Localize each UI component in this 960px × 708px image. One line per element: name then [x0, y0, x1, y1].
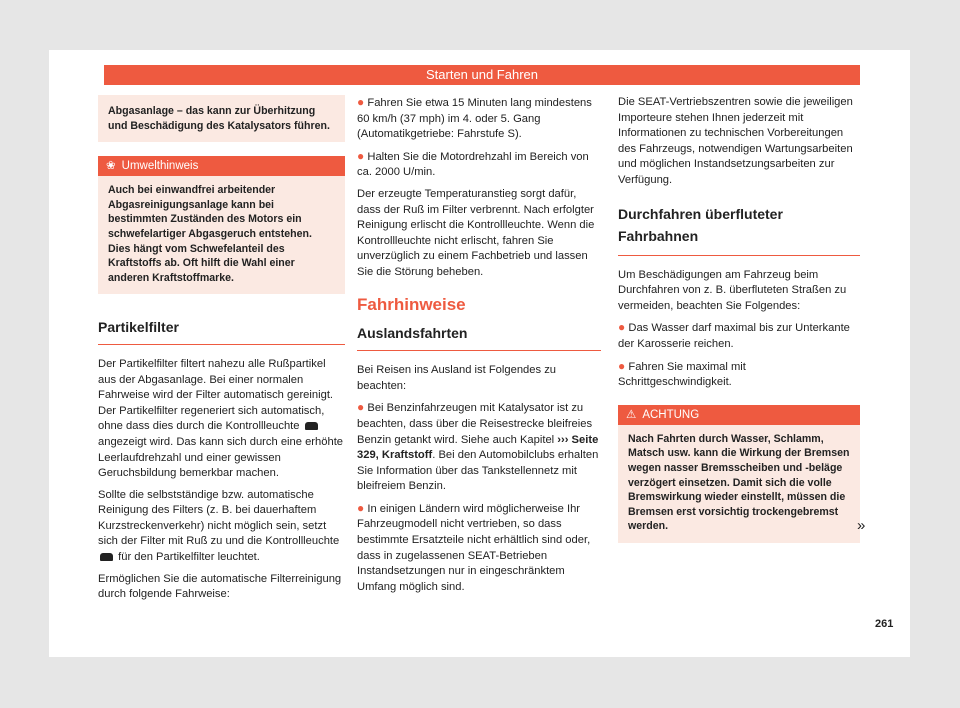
- notice-box: Abgasanlage – das kann zur Überhitzung und Beschädigung des Katalysators führen.: [98, 95, 345, 142]
- major-heading: Fahrhinweise: [357, 294, 466, 314]
- bullet-item: ● Halten Sie die Motordrehzahl im Bereich von ca. 2000 U/min.: [357, 148, 589, 179]
- leaf-icon: ❀: [106, 160, 116, 173]
- paragraph: Die SEAT-Vertriebszentren sowie die jeweiligen Importeure stehen Ihnen jederzeit mit Informationen zu technischen Vorbereitungen des Fahrzeugs, notwendigen Wartungsarbeiten und möglichen Instandsetzungsarbeiten zur Verfügung.: [618, 96, 853, 186]
- bullet-item: ● Fahren Sie etwa 15 Minuten lang mindestens 60 km/h (37 mph) im 4. oder 5. Gang (Automatikgetriebe: Fahrstufe S).: [357, 95, 592, 141]
- page-number: 261: [875, 618, 894, 630]
- paragraph: Bei Reisen ins Ausland ist Folgendes zu beachten:: [357, 364, 557, 392]
- environment-note-body: Auch bei einwandfrei arbeitender Abgasreinigungsanlage kann bei bestimmten Zuständen des Motors ein schwefelartiger Abgasgeruch entstehen. Dies hängt vom Schwefelanteil des Kraftstoffs ab. Oft hilft die Wahl einer anderen Kraftstoffmarke.: [98, 176, 345, 294]
- column-right: [618, 95, 860, 543]
- warning-box-body: Nach Fahrten durch Wasser, Schlamm, Matsch usw. kann die Wirkung der Bremsen wegen nasser Bremsscheiben und -beläge verzögert einsetzen. Damit sich die volle Bremswirkung wieder einstellt, müssen die Bremsen erst vorsichtig trockengebremst werden.: [618, 425, 860, 543]
- environment-note-header: [98, 156, 345, 176]
- section-title: Partikelfilter: [98, 320, 345, 345]
- warning-box: [618, 405, 860, 543]
- continued-icon: »: [857, 517, 866, 534]
- paragraph: Um Beschädigungen am Fahrzeug beim Durchfahren von z. B. überfluteten Straßen zu vermeiden, beachten Sie Folgendes:: [618, 268, 847, 312]
- bullet-item: ● In einigen Ländern wird möglicherweise Ihr Fahrzeugmodell nicht vertrieben, so dass bestimmte Ersatzteile nicht erhältlich sind oder, dass in zugelassenen SEAT-Betrieben Instandsetzungen nur in eingeschränktem Umfang möglich sind.: [357, 500, 591, 593]
- warning-box-header: [618, 405, 860, 425]
- paragraph: Der Partikelfilter filtert nahezu alle Rußpartikel aus der Abgasanlage. Bei einer normalen Fahrweise wird der Filter automatisch gereinigt. Der Partikelfilter regeneriert sich automatisch, ohne dass dies durch die Kontrollleuchte angezeigt wird. Das kann sich durch eine erhöhte Leerlaufdrehzahl und einer gewissen Geruchsbildung bemerkbar machen.: [98, 357, 344, 480]
- bullet-item: ● Bei Benzinfahrzeugen mit Katalysator ist zu beachten, dass über die Reisestrecke bleifreies Benzin getankt wird. Siehe auch Kapitel ››› Seite 329, Kraftstoff. Bei den Automobilclubs erhalten Sie Information über das Tankstellennetz mit bleifreiem Benzin.: [357, 400, 599, 493]
- bullet-item: ● Fahren Sie maximal mit Schrittgeschwindigkeit.: [618, 358, 746, 389]
- column-middle: [357, 95, 601, 601]
- environment-note: [98, 156, 345, 294]
- warning-light-icon: [305, 422, 318, 430]
- bullet-item: ● Das Wasser darf maximal bis zur Unterkante der Karosserie reichen.: [618, 320, 850, 350]
- environment-note-title: Umwelthinweis: [121, 160, 199, 173]
- column-left: [98, 95, 345, 609]
- page-reference-link[interactable]: ››› Seite 329, Kraftstoff: [357, 433, 599, 462]
- manual-page: [49, 50, 910, 657]
- chapter-header: Starten und Fahren: [104, 65, 860, 85]
- warning-triangle-icon: ⚠: [626, 408, 637, 421]
- warning-title: ACHTUNG: [642, 408, 700, 421]
- warning-light-icon: [100, 553, 113, 561]
- paragraph: Der erzeugte Temperaturanstieg sorgt dafür, dass der Ruß im Filter verbrennt. Nach erfolgter Reinigung erlischt die Kontrollleuchte. Wenn die Kontrollleuchte nicht erlischt, fahren Sie unverzüglich zu einem Fachbetrieb und lassen Sie die Störung beheben.: [357, 187, 595, 278]
- sub-heading: Auslandsfahrten: [357, 324, 601, 351]
- sub-heading: Durchfahren überfluteter Fahrbahnen: [618, 203, 860, 256]
- paragraph: Sollte die selbstständige bzw. automatische Reinigung des Filters (z. B. bei dauerhaftem Kurzstreckenverkehr) nicht möglich sein, setzt sich der Filter mit Ruß zu und die Kontrollleuchte für den Partikelfilter leuchtet.: [98, 488, 340, 564]
- paragraph: Ermöglichen Sie die automatische Filterreinigung durch folgende Fahrweise:: [98, 572, 342, 601]
